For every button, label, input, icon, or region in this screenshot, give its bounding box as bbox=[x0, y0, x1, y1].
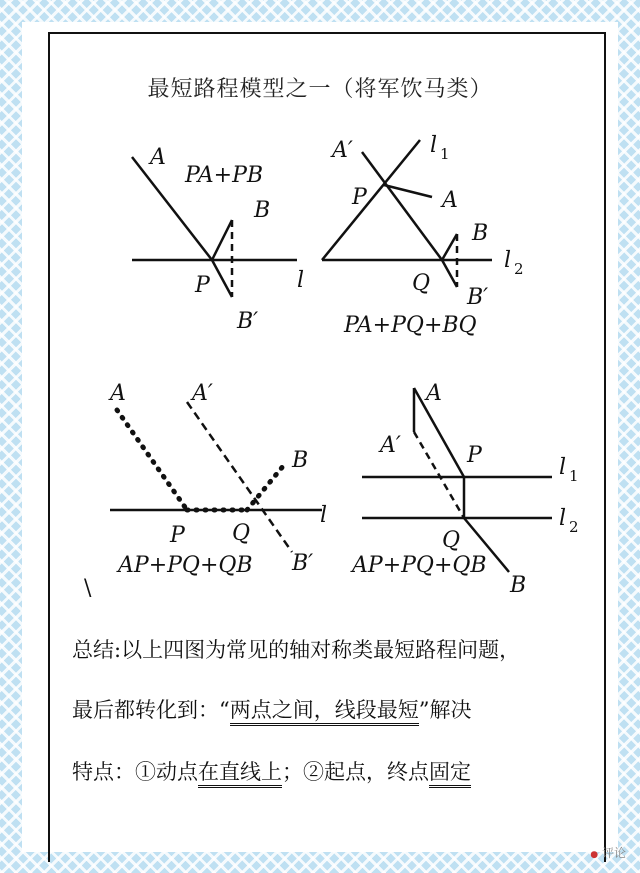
fig3-label-Ap: A′ bbox=[192, 381, 213, 406]
fig3-label-B: B bbox=[292, 448, 309, 473]
fig4-label-l2: l bbox=[559, 506, 567, 531]
fig2-label-Ap: A′ bbox=[332, 138, 353, 163]
fig4-label-Ap: A′ bbox=[380, 433, 401, 458]
fig1-label-A: A bbox=[150, 145, 166, 170]
fig1-formula: PA+PB bbox=[185, 163, 264, 188]
fig2-label-Bp: B′ bbox=[467, 285, 489, 310]
summary-line-1: 总结:以上四图为常见的轴对称类最短路程问题， bbox=[72, 638, 521, 662]
figures-canvas bbox=[22, 22, 618, 622]
fig4-formula: AP+PQ+QB bbox=[352, 553, 487, 578]
fig2-label-l2: l bbox=[504, 248, 512, 273]
fig2-label-l1: l bbox=[430, 133, 438, 158]
fig4-label-B: B bbox=[510, 573, 527, 598]
fig4-label-P: P bbox=[467, 443, 482, 468]
figure-3 bbox=[110, 402, 322, 552]
fig4-label-l2-sub: 2 bbox=[569, 518, 579, 536]
watermark bbox=[590, 844, 626, 861]
page-title: 最短路程模型之一（将军饮马类） bbox=[147, 77, 493, 102]
fig3-label-Bp: B′ bbox=[292, 551, 314, 576]
fig2-segment-QB bbox=[442, 234, 457, 260]
fig2-segment-ApQ bbox=[362, 152, 442, 260]
summary-emph-on-line: 在直线上 bbox=[198, 760, 282, 788]
summary-emph-fixed: 固定 bbox=[429, 760, 471, 788]
fig2-label-A: A bbox=[442, 188, 458, 213]
seal-icon: ● bbox=[590, 850, 599, 860]
fig3-label-Q: Q bbox=[232, 521, 251, 546]
fig4-label-A: A bbox=[426, 381, 442, 406]
summary-line-3 bbox=[72, 756, 471, 786]
summary-key-principle: 两点之间，线段最短 bbox=[230, 698, 419, 726]
fig1-label-P: P bbox=[195, 273, 210, 298]
fig2-label-B: B bbox=[472, 221, 489, 246]
worksheet-page bbox=[22, 22, 618, 852]
fig3-label-A: A bbox=[110, 381, 126, 406]
fig1-label-Bp: B′ bbox=[237, 309, 259, 334]
fig2-label-l1-sub: 1 bbox=[440, 145, 450, 163]
summary-line-2 bbox=[72, 694, 472, 724]
summary-line-3-prefix: 特点：①动点 bbox=[72, 760, 198, 784]
fig2-label-P: P bbox=[352, 185, 367, 210]
fig4-dashed-ApQ bbox=[414, 432, 464, 518]
summary-line-3-mid: ；②起点，终点 bbox=[282, 760, 429, 784]
fig4-label-l1-sub: 1 bbox=[569, 467, 579, 485]
summary-line-2-prefix: 最后都转化到：“ bbox=[72, 698, 230, 722]
fig1-segment-PBp bbox=[212, 260, 232, 297]
summary-line-2-suffix: ”解决 bbox=[418, 698, 472, 722]
fig4-label-Q: Q bbox=[442, 528, 461, 553]
fig3-label-P: P bbox=[170, 523, 185, 548]
fig4-label-l1: l bbox=[559, 455, 567, 480]
fig3-formula: AP+PQ+QB bbox=[118, 553, 253, 578]
fig2-segment-QBp bbox=[442, 260, 457, 287]
fig1-segment-PB bbox=[212, 220, 232, 260]
fig3-dotted-AP bbox=[117, 410, 187, 510]
fig2-label-Q: Q bbox=[412, 271, 431, 296]
fig2-label-l2-sub: 2 bbox=[514, 260, 524, 278]
stray-mark: \ bbox=[84, 576, 92, 601]
fig3-dotted-QB bbox=[247, 465, 284, 510]
watermark-text: 评论 bbox=[601, 846, 626, 860]
fig2-formula: PA+PQ+BQ bbox=[344, 313, 477, 338]
fig1-label-B: B bbox=[254, 198, 271, 223]
fig1-label-l: l bbox=[297, 268, 305, 293]
fig3-label-l: l bbox=[320, 503, 328, 528]
